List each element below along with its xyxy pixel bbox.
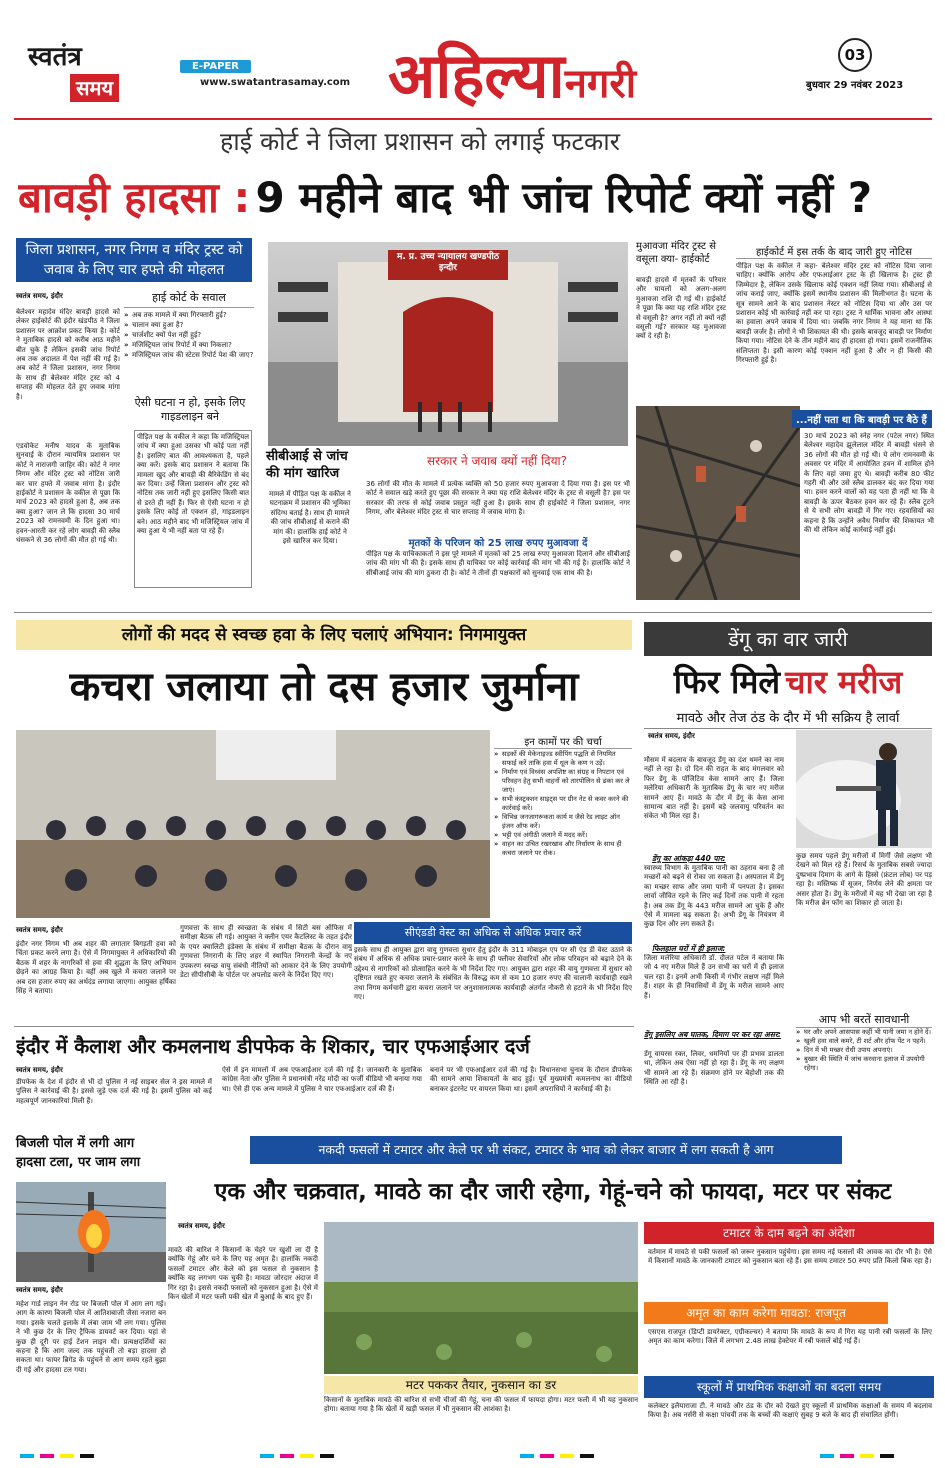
amrit-title: अमृत का काम करेगा मावठा: राजपूत xyxy=(644,1302,888,1324)
cbi-body: मामले में पीड़ित पक्ष के वकील ने घटनाक्रम में प्रशासन की भूमिका संदिग्ध बताई है। साथ ही मामले की जांच सीबीआई से कराने की मांग की। हालांकि हाई कोर्ट ने इसे खारिज कर दिया। xyxy=(269,490,351,546)
tomato-title: टमाटर के दाम बढ़ने का अंदेशा xyxy=(644,1222,934,1244)
stepwell-title: ...नहीं पता था कि बावड़ी पर बैठे हैं xyxy=(792,410,932,428)
question-item: » मजिस्ट्रियल जांच की स्टेटस रिपोर्ट पेश की जाए? xyxy=(124,350,254,360)
garbage-kicker: लोगों की मदद से स्वच्छ हवा के लिए चलाएं अभियान: निगमायुक्त xyxy=(16,620,632,650)
court-sign: म. प्र. उच्च न्यायालय खण्डपीठ इन्दौर xyxy=(396,252,500,273)
garbage-body-1: इंदौर नगर निगम भी अब शहर की लगातार बिगड़ती हवा को चिंता प्रकट करने लगा है। ऐसे में निगमायुक्त ने अधिकारियों की बैठक में शहर के नागरिकों से हवा की शुद्धता के लिए अभियान छेड़ने का आग्रह किया है। वहीं अब खुले में कचरा जलाने पर अब दस हजार रुपए का अर्थदंड लगाया जाएगा। आयुक्त हर्षिका सिंह ने बताया। xyxy=(16,940,176,996)
garbage-headline: कचरा जलाया तो दस हजार जुर्माना xyxy=(69,664,579,710)
guideline-body: पीड़ित पक्ष के वकील ने कहा कि मजिस्ट्रियल जांच में क्या हुआ उसका भी कोई पता नहीं है। इसलिए बात की आवश्यकता है, पहले क्या करें। इसके बाद प्रशासन ने बताया कि मामला खुद और बावड़ी की बैरिकेडिंग से बंद कर दिया। उन्हें जिला प्रशासन और ट्रस्ट को नोटिस तक जारी नहीं हुए इसलिए किसी बात से डरते ही नहीं हैं। फिर से ऐसी घटना न हो इसके लिए कोई तो एक्शन हो, गाइडलाइन बने। आठ महीने बाद भी मजिस्ट्रियल जांच में क्या हुआ ये भी नहीं बता पा रहे हैं। xyxy=(134,430,252,588)
cnd-body: इसके साथ ही आयुक्त द्वारा वायु गुणवत्ता सुधार हेतु इंदौर के 311 मोबाइल एप पर सी एंड डी वेस्ट उठाने के संबंध में अधिक से अधिक प्रचार-प्रसार करने के साथ ही फ्लीवर सेवारियों और लोक परिवहन को बढ़ाने देने के उद्देश्य से नागरिकों को प्रोत्साहित करने के भी निर्देश दिए गए। आयुक्त द्वारा शहर की वायु गुणवत्ता में सुधार को दृष्टिगत रखते हुए कचरा जलाने के संबंधित के विरुद्ध कम से कम 10 हजार रुपए की चालानी कार्यवाही रखने तथा निगम कर्मचारी द्वारा कचरा जलाने पर अनुशासनात्मक कार्यवाही अंतर्गत नौकरी से हटाने के भी निर्देश दिए गए। xyxy=(354,946,632,1002)
weather-headline: एक और चक्रवात, मावठे का दौर जारी रहेगा, गेहूं-चने को फायदा, मटर पर संकट xyxy=(214,1179,892,1205)
meeting-room-svg xyxy=(16,730,490,918)
deepfake-body-3: बनाने पर भी एफआईआर दर्ज की गई है। विधानसभा चुनाव के दौरान डीपफेक की सामने आया शिकायतों के बाद हुई। पूर्व मुख्यमंत्री कमलनाथ का वीडियो बनाकर इंटरनेट पर वायरल किया था। इसमें अपराधियों ने कार्रवाई की है। xyxy=(430,1066,632,1093)
dengue-fever-title: फिलहाल घरों में ही इलाज: xyxy=(652,944,726,953)
dengue-headline-black: फिर मिले xyxy=(673,663,781,701)
question-item: » चार्जशीट क्यों पेश नहीं हुई? xyxy=(124,330,254,340)
stepwell-photo xyxy=(636,406,800,600)
muawaja-title: मुआवजा मंदिर ट्रस्ट से वसूला क्या- हाईकोर्ट xyxy=(636,241,717,265)
tomato-body: वर्तमान में मावठे से पकी फसलों को जरूर नुकसान पहुंचेगा। इस समय नई फसलों की आवक का दौर भी है। ऐसे में किसानों मावठे के जानकारी टमाटर को नुकसान बता रहे हैं। इस समय टमाटर 50 रुपए प्रति किलो बिक रहा है। xyxy=(648,1248,932,1266)
divider xyxy=(14,1026,634,1027)
question-item: » अब तक मामले में क्या गिरफ्तारी हुई? xyxy=(124,310,254,320)
garbage-body-2: गुणवत्ता के साथ ही स्वच्छता के संबंध में सिटी बस ऑफिस में समीक्षा बैठक ली गई। आयुक्त ने क्लीन एयर कैटलिस्ट के तहत इंदौर के एयर क्वालिटी इंडेक्स के संबंध में समीक्षा बैठक के दौरान वायु गुणवत्ता निगरानी के लिए शहर में स्थापित निगरानी केन्द्रों के नए उपकरण स्वच्छ वायु संबंधी नीतियों को आकार देने के लिए उपयोगी डेटा सीपीसीबी के पोर्टल पर अपलोड करने के निर्देश दिए गए। xyxy=(180,924,352,980)
date: बुधवार 29 नवंबर 2023 xyxy=(806,80,904,91)
care-item: » घर और अपने आसपास कहीं भी पानी जमा न होने दें। xyxy=(796,1028,932,1037)
pole-body: महेश गार्ड लाइन नेन रोड पर बिजली पोल में आग लग गई। आग के कारण बिजली पोल में आतिशबाजी जैसा नजारा बन गया। इसके चलते इलाके में लंबा जाम भी लग गया। पुलिस ने भी कुछ देर के लिए ट्रैफिक डायवर्ट कर दिया। यहां से कुछ ही दूरी पर हाई टेंशन लाइन थी। प्रत्यक्षदर्शियों का कहना है कि आग जल्द तक पहुंचती तो बड़ा हादसा हो सकता था। फायर ब्रिगेड के पहुंचने से आग समय रहते बुझा दी गई और हादसा टल गया। xyxy=(16,1300,166,1374)
care-item: » खुली हवा वाले कमरे, टी शर्ट और हॉफ पेंट न पहनें। xyxy=(796,1037,932,1046)
notice-title: हाईकोर्ट में इस तर्क के बाद जारी हुए नोटिस xyxy=(736,244,932,259)
school-body: कलेक्टर इलैयाराजा टी. ने मावठे और ठंड के दौर को देखते हुए स्कूलों में प्राथमिक कक्षाओं के समय में बदलाव किया है। अब नर्सरी से कक्षा पांचवीं तक के बच्चों की कक्षाएं सुबह 9 बजे के बाद ही संचालित होंगी। xyxy=(648,1402,932,1420)
lead-headline xyxy=(18,168,933,232)
govt-title: सरकार ने जवाब क्यों नहीं दिया? xyxy=(426,454,568,468)
fogging-photo xyxy=(796,730,932,848)
lead-headline-red: बावड़ी हादसा : xyxy=(18,173,251,222)
comp-body: पीड़ित पक्ष के याचिकाकर्ता ने इस पूरे मामले में मृतकों को 25 लाख रुपए मुआवजा दिलाने और सीबीआई जांच की मांग भी की है। इसके साथ ही याचिका पर कोई कार्रवाई की मांग भी की गई है। हालांकि कोर्ट ने सीबीआई जांच की मांग ठुकरा दी है। कोर्ट ने तीनों ही पक्षकारों को सुनवाई एक साथ की है। xyxy=(366,550,630,577)
lead-subhead: जिला प्रशासन, नगर निगम व मंदिर ट्रस्ट को जवाब के लिए चार हफ्ते की मोहलत xyxy=(16,238,252,282)
amrit-body: एसएस राजपूत (डिप्टी डायरेक्टर, एग्रीकल्चर) ने बताया कि मावठे के रूप में गिरा यह पानी रबी फसलों के लिए अमृत का काम करेगा। जिले में लगभग 2.48 लाख हेक्टेयर में रबी फसलें बोई गई हैं। xyxy=(648,1328,932,1346)
dengue-stat-title: डेंगू का आंकड़ा 440 पार: xyxy=(652,854,726,863)
lead-body-2: एडवोकेट मनीष यादव के मुताबिक सुनवाई के दौरान न्यायमित्र प्रशासन पर कोर्ट ने नाराजगी जाहिर की। कोर्ट ने नगर निगम और मंदिर ट्रस्ट को नोटिस जारी कर चार हफ्ते में जवाब मांगा है। इंदौर हाईकोर्ट ने प्रशासन के वकील से पूछा कि मार्च 2023 को हादसे हुआ है, अब तक क्या हुआ? जान ले कि हादसा 30 मार्च 2023 को रामनवमी के दिन हुआ था। हवन-आरती कर रहे लोग बावड़ी की स्लैब धंसकने से 36 लोगों की मौत हो गई थी। xyxy=(16,442,120,545)
stepwell-rescue-svg xyxy=(636,406,800,600)
actions-title: इन कामों पर की चर्चा xyxy=(494,734,632,749)
title-part1: अहिल्या xyxy=(388,39,565,112)
divider xyxy=(14,612,932,613)
dengue-brain-title: डेंगू इसलिए अब घातक, दिमाग पर कर रहा असर: xyxy=(644,1030,781,1039)
questions-box xyxy=(124,290,254,390)
pole-fire-svg xyxy=(16,1182,166,1282)
muawaja-body: बावड़ी हादसे में मृतकों के परिवार और घायलों को अलग-अलग मुआवजा राशि दी गई थी। हाईकोर्ट ने पूछा कि क्या यह राशि मंदिर ट्रस्ट से वसूली है? अगर नहीं तो क्यों नहीं वसूली गई? सरकार यह मुआवजा क्यों दे रही है। xyxy=(636,276,726,341)
fogging-man-svg xyxy=(796,730,932,848)
action-item: » भट्टी एवं अंगीठी जलाने में मदद करें। xyxy=(494,831,632,840)
pole-headline: बिजली पोल में लगी आग हादसा टला, पर जाम लगा xyxy=(16,1136,141,1170)
pole-fire-photo xyxy=(16,1182,166,1282)
guideline-title: ऐसी घटना न हो, इसके लिए गाइडलाइन बने xyxy=(134,396,246,423)
garbage-byline: स्वतंत्र समय, इंदौर xyxy=(16,926,63,934)
action-item: » विभिन्न जनजागरूकता कार्य म जैसे रेड लाइट ऑन इंजन ऑफ करें। xyxy=(494,813,632,831)
meeting-photo xyxy=(16,730,490,918)
dengue-headline-red: चार मरीज xyxy=(785,663,903,701)
weather-body: मावठे की बारिश ने किसानों के चेहरे पर खुशी ला दी है क्योंकि गेहूं और चने के लिए यह अमृत है। हालांकि नकदी फसलों टमाटर और केले को इस फसल से नुकसान है क्योंकि यह लगभग पक चुकी है। मावठा जोरदार अंदाज में गिर रहा है। इससे नकदी फसलों को नुकसान हुआ है। ऐसे में किन खेतों में मटर फली पकी खेत में बुआई के बाद हुए हैं। xyxy=(168,1246,318,1302)
care-title: आप भी बरतें सावधानी xyxy=(796,1012,932,1028)
questions-title: हाई कोर्ट के सवाल xyxy=(124,290,254,308)
weather-kicker: नकदी फसलों में टमाटर और केले पर भी संकट, टमाटर के भाव को लेकर बाजार में लग सकती है आग xyxy=(250,1136,842,1164)
lead-byline: स्वतंत्र समय, इंदौर xyxy=(16,292,63,300)
dengue-headline xyxy=(644,660,932,703)
court-photo xyxy=(268,242,628,446)
question-item: » मजिस्ट्रियल जांच रिपोर्ट में क्या निकला? xyxy=(124,340,254,350)
epaper-badge: E-PAPER xyxy=(180,60,251,73)
action-item: » निर्माण एवं विध्वंस अपशिष्ट का संग्रह व निपटान एवं परिवहन हेतु सभी वाहनों को तारपोलिन से ढंका कर ले जाएं। xyxy=(494,768,632,795)
page-title xyxy=(388,32,636,112)
questions-list xyxy=(124,310,254,360)
lead-body-1: बेलेश्वर महादेव मंदिर बावड़ी हादसे को लेकर हाईकोर्ट की इंदौर खंडपीठ ने जिला प्रशासन पर आक्रोश प्रकट किया है। कोर्ट ने मुताबिक हादसे को करीब आठ महीने बीत चुके हैं लेकिन इसकी जांच रिपोर्ट अब तक अदालत में पेश नहीं की गई है। अब कोर्ट ने जिला प्रशासन, नगर निगम के साथ ही बेलेश्वर मंदिर ट्रस्ट को 4 सप्ताह की मोहलत देते हुए जवाब मांगा है। xyxy=(16,308,120,401)
website[interactable]: www.swatantrasamay.com xyxy=(200,77,351,88)
stepwell-body: 30 मार्च 2023 को स्नेह नगर (पटेल नगर) स्थित बेलेश्वर महादेव झूलेलाल मंदिर में बावड़ी धंसने से 36 लोगों की मौत हो गई थी। ये लोग रामनवमी के अवसर पर मंदिर में आयोजित हवन में शामिल होने के लिए वहां जमा हुए थे। बावड़ी करीब 80 फीट गहरी थी और उसे स्लैब डालकर बंद कर दिया गया था। हवन करने वालों को यह पता ही नहीं था कि वे बावड़ी के ऊपर बैठकर हवन कर रहे हैं। स्लैब टूटने से ये सभी लोग बावड़ी में गिर गए। रहवासियों का कहना है कि उन्होंने अवैध निर्माण की शिकायत भी की थी लेकिन कोई कार्रवाई नहीं हुई। xyxy=(804,432,934,535)
deepfake-headline: इंदौर में कैलाश और कमलनाथ डीपफेक के शिकार, चार एफआईआर दर्ज xyxy=(16,1035,530,1058)
masthead xyxy=(0,0,945,122)
dengue-body-1: मौसम में बदलाव के बावजूद डेंगू का दंश थमने का नाम नहीं ले रहा है। दो दिन की राहत के बाद मंगलवार को फिर डेंगू के पॉजिटिव केस सामने आए हैं। जिला मलेरिया अधिकारी के मुताबिक डेंगू के चार नए मरीज सामने आए हैं। मावठे के दौर में डेंगू के केस आना सामान्य बात नहीं है। इसमें बड़े जलवायु परिवर्तन का संकेत भी मिल रहा है। xyxy=(644,756,784,821)
dengue-body-5: कुछ समय पहले डेंगू मरीजों में मिर्गी जैसे लक्षण भी देखने को मिल रहे हैं। रिसर्च के मुताबिक सबसे ज्यादा दुष्प्रभाव दिमाग के आगे के हिस्से (फ्रंटल लोब) पर पड़ रहा है। मस्तिष्क में सूजन, निर्णय लेने की क्षमता पर असर होता है। डेंगू के मरीजों में यह भी देखा जा रहा है कि मरीज ब्रेन फॉग का शिकार हो जाता है। xyxy=(796,852,932,908)
dengue-body-3: जिला मलेरिया अधिकारी डॉ. दौलत पटेल ने बताया कि जो 4 नए मरीज मिले हैं उन सभी का घरों में ही इलाज चल रहा है। इनमें अभी किसी में गंभीर लक्षण नहीं मिले हैं। शहर के ही निवासियों में डेंगू के मरीज सामने आए हैं। xyxy=(644,954,784,1000)
lead-kicker: हाई कोर्ट ने जिला प्रशासन को लगाई फटकार xyxy=(220,127,620,156)
deepfake-body-2: ऐसे में इन मामलों में अब एफआईआर दर्ज की गई है। जानकारी के मुताबिक कांग्रेस नेता और पुलिस ने प्रधानमंत्री नरेंद्र मोदी का फर्जी वीडियो भी बनाया गया था। ऐसे ही एक अन्य मामले में पुलिस ने चार एफआईआर दर्ज की हैं। xyxy=(222,1066,422,1093)
care-item: » दिन में भी मच्छर रोधी उपाय अपनाएं। xyxy=(796,1046,932,1055)
actions-list xyxy=(494,750,632,918)
question-item: » चालान क्या हुआ है? xyxy=(124,320,254,330)
govt-body: 36 लोगों की मौत के मामले में प्रत्येक व्यक्ति को 50 हजार रुपए मुआवजा दे दिया गया है। इस पर भी कोर्ट ने सवाल खड़े करते हुए पूछा की सरकार ने क्या यह राशि बेलेश्वर मंदिर के ट्रस्ट से वसूली है? इस पर सरकार की तरफ से कोई जवाब प्रस्तुत नहीं हुआ है। इसके साथ ही हाईकोर्ट ने जिला प्रशासन, नगर निगम, और बेलेश्वर मंदिर ट्रस्ट से चार सप्ताह में जवाब मांगा है। xyxy=(366,480,630,517)
notice-body: पीड़ित पक्ष के वकील ने कहा- बेलेश्वर मंदिर ट्रस्ट को नोटिस दिया जाना चाहिए। क्योंकि आरोप और एफआईआर ट्रस्ट के ही खिलाफ है। ट्रस्ट ही जिम्मेदार है, लेकिन उसके खिलाफ कोई एक्शन नहीं लिया गया। सीबीआई से जांच कराई जाए, क्योंकि इसमें स्थानीय प्रशासन की मिलीभगत है। घटना के सूत्र सामने आने के बाद प्रशासन नेस्टर को नोटिस दिया था और उस पर प्रशासन कोई भी कार्रवाई नहीं कर पा रहा। ट्रस्ट ने धार्मिक भावना और आस्था का हवाला अपने जवाब में दिया था। जबकि नगर निगम ने यह माना था कि बावड़ी जर्जर है। लोगों ने भी शिकायत की थी। इसके बावजूद बावड़ी पर निर्माण किया गया। नोटिस देने के तीन महीने बाद ही हादसा हो गया। इसमें राजनीतिक संलिप्तता है। इसी कारण कोई एक्शन नहीं हुआ है और न ही किसी की गिरफ्तारी हुई है। xyxy=(736,262,932,365)
swatantra-logo xyxy=(28,42,148,104)
dengue-byline: स्वतंत्र समय, इंदौर xyxy=(648,732,695,740)
care-item: » बुखार की स्थिति में जांच करवाना इलाज में उपयोगी रहेगा। xyxy=(796,1055,932,1073)
lead-headline-black: 9 महीने बाद भी जांच रिपोर्ट क्यों नहीं ? xyxy=(255,173,873,222)
comp-title: मृतकों के परिजन को 25 लाख रुपए मुआवजा दें xyxy=(408,538,588,549)
field-svg xyxy=(324,1222,638,1374)
school-title: स्कूलों में प्राथमिक कक्षाओं का बदला समय xyxy=(644,1376,934,1398)
color-registration-bar xyxy=(0,1446,945,1456)
peas-caption: मटर पककर तैयार, नुकसान का डर xyxy=(324,1376,638,1394)
weather-byline: स्वतंत्र समय, इंदौर xyxy=(178,1222,225,1230)
masthead-rule xyxy=(14,118,932,120)
logo-bottom: समय xyxy=(70,74,119,102)
title-part2: नगरी xyxy=(564,61,637,107)
peas-body: किसानों के मुताबिक मावठे की बारिश से सभी चीजों की गेहूं, चना की फसल में फायदा होगा। मटर फली में भी यह नुकसान होगा। बताया गया है कि खेतों में खड़ी फसल में भी नुकसान की आशंका है। xyxy=(324,1396,638,1414)
deepfake-byline: स्वतंत्र समय, इंदौर xyxy=(16,1066,63,1074)
logo-top: स्वतंत्र xyxy=(28,42,82,72)
dengue-body-4: डेंगू वायरस रक्त, लिवर, धमनियों पर ही प्रभाव डालता था, लेकिन अब ऐसा नहीं हो रहा है। डेंगू के नए लक्षण भी सामने आ रहे हैं। संक्रमण होने पर बेहोशी तक की स्थिति आ रही है। xyxy=(644,1050,784,1087)
action-item: » सड़कों की मेकेनाइज्ड स्वीपिंग पद्धति से नियमित सफाई करें ताकि हवा में धूल के कण न उड़ें। xyxy=(494,750,632,768)
dengue-body-2: स्वास्थ्य विभाग के मुताबिक पानी का ठहराव बना है तो मच्छरों को बढ़ने से रोका जा सकता है। अस्पताल में डेंगू का मच्छर साफ और जमा पानी में पनपता है। इसका लार्वा जीवित रहने के लिए कई दिनों तक पानी में रहता है। अब तक डेंगू के 443 मरीज सामने आ चुके हैं और ऐसे में मामला बढ़ सकता है। अभी डेंगू के नियंत्रण में कुछ दिन और लग सकते हैं। xyxy=(644,864,784,929)
action-item: » वाहन का उचित रखरखाव और निर्धारण के साथ ही कचरा जलाने पर रोक। xyxy=(494,840,632,858)
deepfake-body-1: डीपफेक के देश में इंदौर से भी दो पुलिस ने नई साइबर सेल ने इस मामले में पुलिस ने कार्रवाई की है। इससे जुड़े एक दर्ज की गई है। इसमें पुलिस को कई महत्वपूर्ण जानकारियां मिली हैं। xyxy=(16,1078,212,1105)
cnd-title: सीएंडडी वेस्ट का अधिक से अधिक प्रचार करें xyxy=(354,922,632,944)
peas-field-photo xyxy=(324,1222,638,1374)
registration-svg xyxy=(0,1451,945,1461)
page-number: 03 xyxy=(838,38,872,72)
care-list xyxy=(796,1028,932,1124)
cbi-title: सीबीआई से जांच की मांग खारिज xyxy=(266,449,348,481)
dengue-kicker: डेंगू का वार जारी xyxy=(644,622,932,656)
dengue-subhead: मावठे और तेज ठंड के दौर में भी सक्रिय है लार्वा xyxy=(644,708,932,729)
pole-byline: स्वतंत्र समय, इंदौर xyxy=(16,1286,63,1294)
action-item: » सभी कंस्ट्रक्शन साइट्स पर ग्रीन नेट से कवर करने की कार्रवाई करें। xyxy=(494,795,632,813)
